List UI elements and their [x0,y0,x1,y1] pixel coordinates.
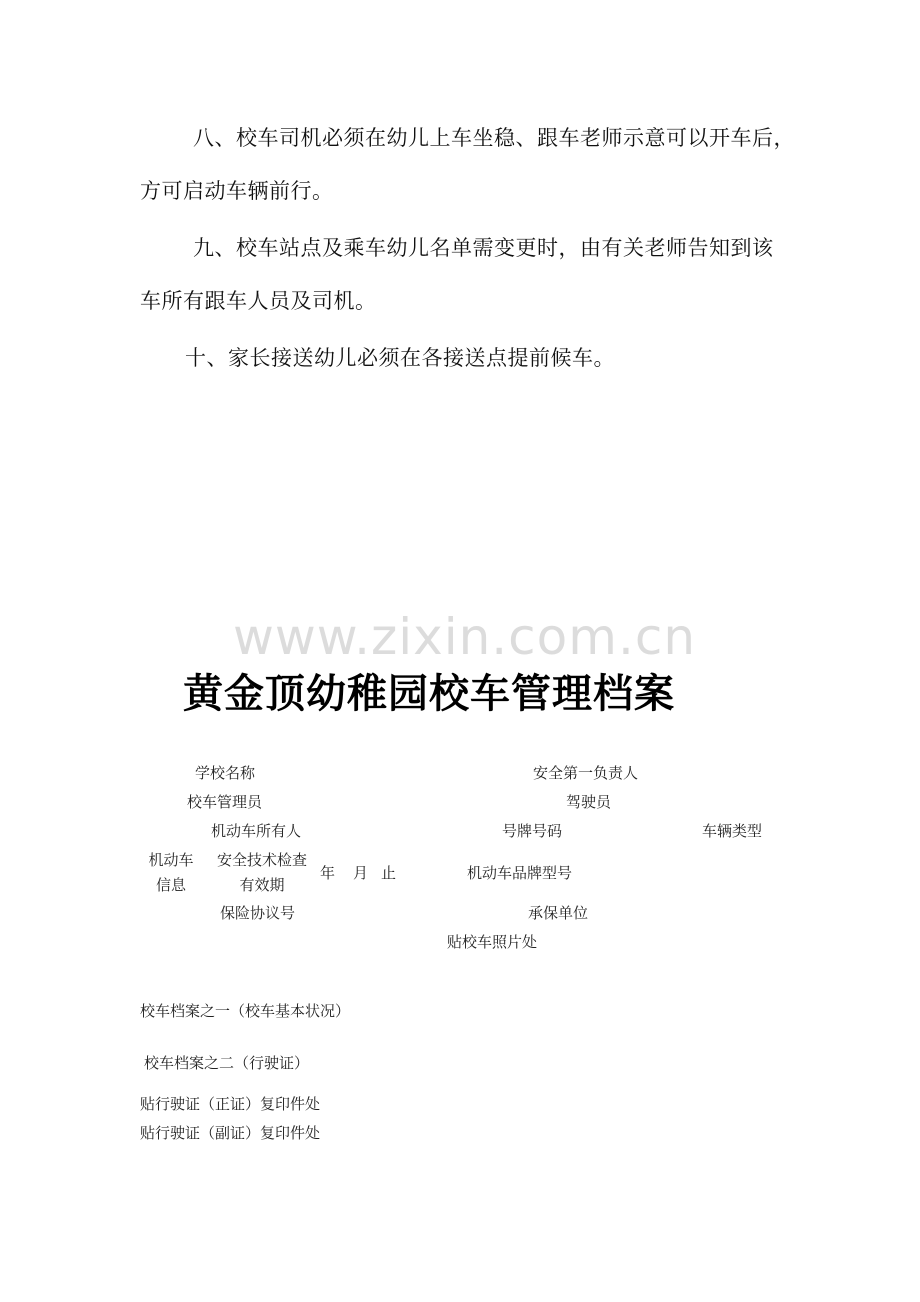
label-date-month: 月 [353,864,369,882]
label-vehicle-info-line2: 信息 [155,876,186,894]
label-safety-check-line2: 有效期 [239,876,285,894]
label-vehicle-info-line1: 机动车 [148,851,194,869]
label-vehicle-type: 车辆类型 [702,822,763,840]
archive-1-heading: 校车档案之一（校车基本状况） [140,1002,351,1020]
label-date-year: 年 [320,864,336,882]
archive-title: 黄金顶幼稚园校车管理档案 [183,671,675,717]
label-bus-manager: 校车管理员 [187,793,263,811]
label-date-end: 止 [381,864,397,882]
label-brand-model: 机动车品牌型号 [467,864,573,882]
watermark: www.zixin.com.cn [233,608,697,666]
paragraph-8-line-2: 方可启动车辆前行。 [140,179,334,203]
label-insurance-no: 保险协议号 [220,904,296,922]
label-vehicle-info [143,848,199,898]
label-school-name: 学校名称 [195,764,256,782]
label-driver: 驾驶员 [566,793,612,811]
paragraph-10: 十、家长接送幼儿必须在各接送点提前候车。 [185,346,615,370]
license-front-note: 贴行驶证（正证）复印件处 [140,1095,321,1113]
paragraph-9-line-2: 车所有跟车人员及司机。 [140,289,377,313]
paragraph-8-line-1: 八、校车司机必须在幼儿上车坐稳、跟车老师示意可以开车后， [193,126,795,150]
label-safety-check-line1: 安全技术检查 [216,851,307,869]
label-safety-head: 安全第一负责人 [533,764,639,782]
archive-2-heading: 校车档案之二（行驶证） [144,1054,310,1072]
label-photo-place: 贴校车照片处 [447,933,538,951]
label-plate-number: 号牌号码 [502,822,563,840]
license-back-note: 贴行驶证（副证）复印件处 [140,1124,321,1142]
label-insurer: 承保单位 [528,904,589,922]
paragraph-9-line-1: 九、校车站点及乘车幼儿名单需变更时，由有关老师告知到该 [193,236,774,260]
label-vehicle-owner: 机动车所有人 [211,822,302,840]
label-safety-check [210,848,314,898]
